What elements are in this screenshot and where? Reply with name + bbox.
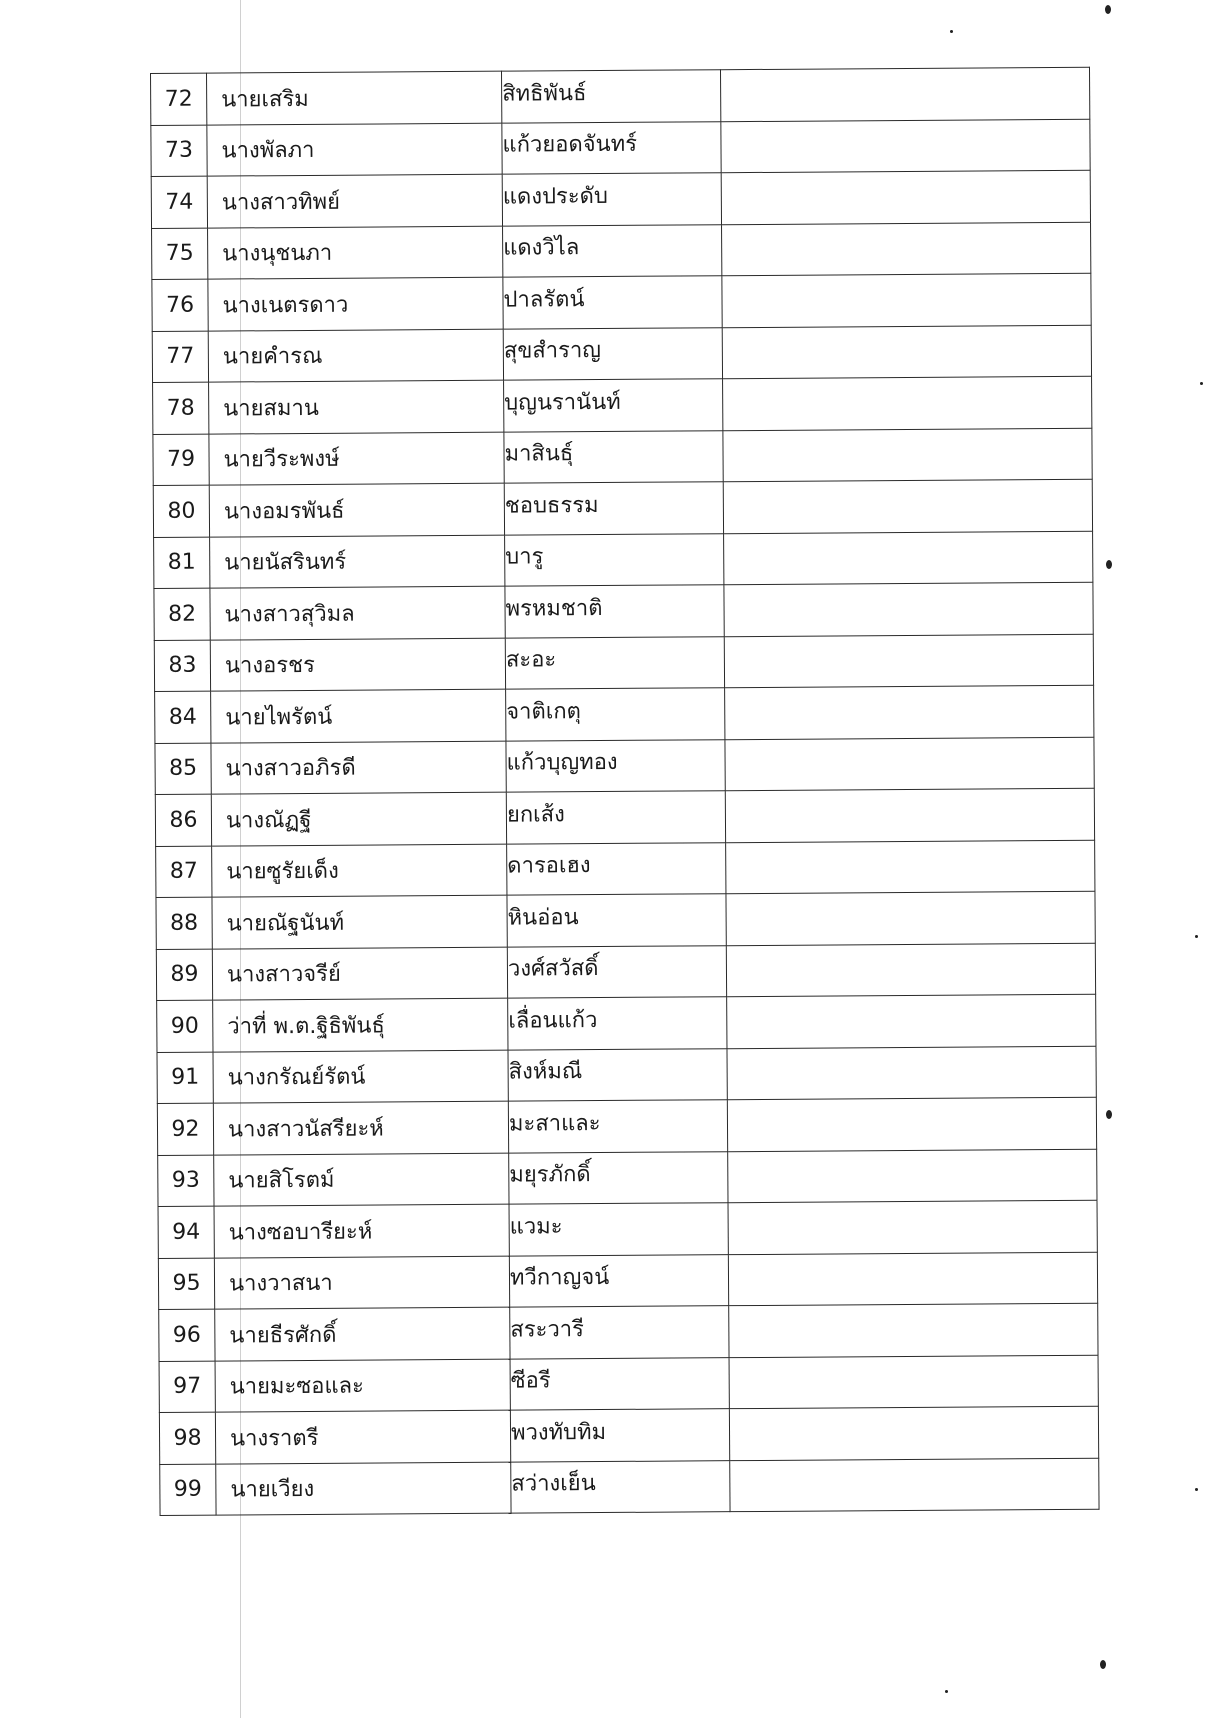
row-number: [152, 331, 208, 383]
last-name: [507, 894, 726, 947]
first-name: [208, 329, 503, 382]
last-name-text: พรหมชาติ: [505, 595, 603, 622]
last-name: [502, 173, 721, 226]
table-row: [152, 325, 1091, 383]
first-name: [214, 1153, 509, 1206]
row-number: [155, 691, 211, 743]
first-name-text: นางสาวจรีย์: [226, 962, 341, 988]
row-number-text: 77: [166, 343, 195, 370]
last-name: [510, 1409, 729, 1462]
first-name-text: นายซูรัยเด็ง: [226, 859, 339, 885]
last-name: [501, 70, 720, 123]
first-name-text: นางอรชร: [224, 653, 315, 679]
table-row: [157, 1046, 1096, 1104]
row-number-text: 79: [166, 446, 196, 473]
row-number-text: 92: [171, 1116, 200, 1142]
last-name-text: สะอะ: [505, 647, 557, 673]
row-number: [158, 1155, 214, 1207]
first-name-text: นางสาวสุวิมล: [224, 601, 355, 628]
blank-cell: [721, 119, 1090, 173]
last-name: [503, 276, 722, 329]
row-number-text: 97: [173, 1373, 202, 1400]
first-name: [209, 483, 504, 536]
first-name: [211, 792, 506, 845]
blank-cell: [723, 479, 1092, 533]
first-name: [215, 1410, 510, 1463]
blank-cell: [724, 582, 1093, 636]
last-name-text: หินอ่อน: [507, 904, 579, 931]
first-name: [209, 432, 504, 485]
table-row: [151, 67, 1090, 125]
last-name: [510, 1357, 729, 1410]
row-number: [151, 176, 207, 228]
row-number-text: 85: [169, 755, 198, 782]
last-name-text: ทวีกาญจน์: [509, 1265, 610, 1291]
blank-cell: [729, 1406, 1098, 1460]
row-number: [159, 1309, 215, 1361]
row-number-text: 78: [166, 395, 195, 421]
first-name: [211, 741, 506, 794]
first-name: [207, 174, 502, 227]
last-name-text: ปาลรัตน์: [503, 286, 585, 313]
last-name-text: แก้วบุญทอง: [506, 750, 618, 776]
first-name: [211, 689, 506, 742]
scan-speck: [1200, 382, 1203, 385]
blank-cell: [725, 788, 1094, 842]
first-name-text: นายวีระพงษ์: [223, 447, 340, 473]
blank-cell: [723, 428, 1092, 482]
table-row: [153, 479, 1092, 537]
row-number-text: 93: [171, 1167, 200, 1194]
row-number: [155, 743, 211, 795]
first-name: [216, 1462, 511, 1515]
last-name-text: แวมะ: [509, 1214, 563, 1240]
first-name-text: นายมะซอและ: [229, 1373, 365, 1400]
first-name-text: นายเสริม: [221, 86, 309, 113]
blank-cell: [720, 67, 1089, 121]
table-row: [155, 685, 1094, 743]
last-name: [508, 1100, 727, 1153]
row-number: [153, 434, 209, 486]
blank-cell: [724, 634, 1093, 688]
scan-speck: [1105, 5, 1111, 14]
row-number: [156, 897, 212, 949]
row-number-text: 81: [167, 549, 196, 576]
first-name: [213, 998, 508, 1051]
table-row: [158, 1200, 1097, 1258]
scan-speck: [1106, 560, 1112, 569]
first-name: [210, 586, 505, 639]
table-row: [153, 376, 1092, 434]
row-number: [154, 640, 210, 692]
last-name-text: บารู: [505, 544, 544, 570]
first-name-text: นางเนตรดาว: [222, 292, 349, 319]
last-name: [503, 224, 722, 277]
row-number-text: 99: [173, 1476, 202, 1503]
last-name: [504, 430, 723, 483]
row-number: [154, 588, 210, 640]
blank-cell: [725, 737, 1094, 791]
blank-cell: [725, 685, 1094, 739]
last-name: [505, 533, 724, 586]
table-row: [154, 531, 1093, 589]
row-number-text: 80: [167, 498, 196, 524]
row-number: [159, 1361, 215, 1413]
last-name-text: สิทธิพันธ์: [502, 80, 587, 107]
table-row: [159, 1406, 1098, 1464]
first-name-text: นายณัฐนันท์: [226, 910, 345, 937]
blank-cell: [723, 376, 1092, 430]
first-name-text: นางอมรพันธ์: [223, 498, 345, 525]
last-name: [502, 121, 721, 174]
first-name-text: นางสาวนัสรียะห์: [227, 1116, 384, 1143]
last-name: [509, 1151, 728, 1204]
row-number-text: 73: [164, 137, 194, 164]
blank-cell: [728, 1149, 1097, 1203]
table-body: [151, 67, 1100, 1515]
last-name: [507, 842, 726, 895]
first-name-text: นายนัสรินทร์: [224, 549, 347, 576]
table-row: [156, 840, 1095, 898]
row-number: [152, 279, 208, 331]
row-number-text: 88: [170, 910, 199, 936]
first-name: [210, 535, 505, 588]
row-number-text: 84: [168, 704, 197, 730]
blank-cell: [722, 273, 1091, 327]
row-number: [158, 1258, 214, 1310]
last-name: [511, 1460, 730, 1513]
scan-speck: [1100, 1660, 1106, 1669]
table-row: [153, 428, 1092, 486]
last-name: [510, 1306, 729, 1359]
scan-speck: [1195, 1488, 1198, 1491]
last-name-text: มาสินธุ์: [504, 441, 574, 467]
blank-cell: [726, 891, 1095, 945]
first-name: [210, 638, 505, 691]
row-number: [156, 949, 212, 1001]
first-name-text: นางนุชนภา: [222, 241, 333, 267]
blank-cell: [729, 1303, 1098, 1357]
last-name: [507, 945, 726, 998]
row-number-text: 91: [171, 1064, 200, 1091]
blank-cell: [726, 840, 1095, 894]
table-row: [158, 1252, 1097, 1310]
row-number: [153, 485, 209, 537]
first-name: [212, 895, 507, 948]
last-name-text: พวงทับทิม: [510, 1419, 607, 1446]
first-name-text: นางกรัณย์รัตน์: [227, 1064, 366, 1091]
first-name: [212, 947, 507, 1000]
row-number-text: 94: [172, 1219, 201, 1245]
first-name: [214, 1256, 509, 1309]
last-name: [508, 1048, 727, 1101]
blank-cell: [727, 1046, 1096, 1100]
row-number: [152, 228, 208, 280]
table-row: [155, 737, 1094, 795]
row-number-text: 95: [172, 1270, 201, 1297]
row-number: [153, 382, 209, 434]
last-name: [504, 482, 723, 535]
last-name: [504, 379, 723, 432]
first-name-text: นางสาวอภิรดี: [225, 755, 356, 782]
last-name-text: บุญนรานันท์: [504, 389, 621, 416]
last-name-text: แก้วยอดจันทร์: [502, 132, 638, 158]
first-name: [213, 1050, 508, 1103]
row-number-text: 74: [165, 189, 194, 215]
last-name-text: แดงประดับ: [502, 183, 608, 210]
table-row: [160, 1458, 1099, 1516]
last-name-text: สิงห์มณี: [508, 1059, 583, 1085]
blank-cell: [730, 1458, 1099, 1512]
first-name: [215, 1307, 510, 1360]
row-number: [157, 1052, 213, 1104]
table-row: [155, 788, 1094, 846]
blank-cell: [722, 325, 1091, 379]
scan-speck: [950, 30, 953, 33]
scan-speck: [1195, 935, 1198, 938]
row-number: [154, 537, 210, 589]
last-name-text: เลื่อนแก้ว: [508, 1007, 598, 1034]
last-name-text: แดงวิไล: [503, 235, 580, 261]
first-name-text: นางราตรี: [229, 1425, 319, 1452]
scan-speck: [1106, 1110, 1112, 1119]
last-name: [506, 739, 725, 792]
row-number: [151, 125, 207, 177]
first-name-text: นางสาวทิพย์: [221, 189, 341, 216]
first-name-text: นางวาสนา: [228, 1271, 333, 1297]
last-name: [505, 585, 724, 638]
last-name-text: จาติเกตุ: [506, 698, 581, 725]
table-row: [156, 943, 1095, 1001]
row-number: [160, 1464, 216, 1516]
table-row: [151, 119, 1090, 177]
row-number-text: 75: [165, 240, 194, 267]
first-name: [208, 277, 503, 330]
table-row: [152, 222, 1091, 280]
table-row: [157, 1097, 1096, 1155]
first-name: [207, 71, 502, 124]
first-name-text: นางซอบารียะห์: [228, 1219, 373, 1246]
first-name-text: นายคำรณ: [222, 344, 323, 370]
last-name-text: มยุรภักดิ์: [509, 1162, 591, 1188]
name-list-table: [150, 67, 1100, 1516]
last-name-text: สระวารี: [510, 1316, 585, 1343]
first-name: [208, 226, 503, 279]
last-name: [508, 997, 727, 1050]
first-name: [215, 1359, 510, 1412]
table-row: [154, 634, 1093, 692]
first-name: [212, 844, 507, 897]
row-number: [156, 846, 212, 898]
first-name-text: นายธีรศักดิ์: [229, 1322, 337, 1349]
row-number-text: 86: [169, 807, 198, 833]
table-row: [152, 273, 1091, 331]
last-name-text: สุขสำราญ: [503, 338, 602, 364]
row-number: [159, 1412, 215, 1464]
first-name-text: นายสิโรตม์: [228, 1168, 335, 1194]
last-name-text: ซีอรี: [510, 1368, 551, 1394]
blank-cell: [729, 1355, 1098, 1409]
last-name-text: ชอบธรรม: [504, 492, 599, 519]
table-row: [156, 891, 1095, 949]
row-number: [157, 1103, 213, 1155]
row-number-text: 89: [170, 961, 199, 988]
row-number: [155, 794, 211, 846]
row-number: [151, 73, 207, 125]
row-number-text: 83: [168, 652, 197, 679]
row-number-text: 96: [172, 1322, 201, 1348]
row-number: [158, 1206, 214, 1258]
last-name: [505, 636, 724, 689]
last-name-text: ยกเส้ง: [506, 802, 565, 828]
row-number-text: 76: [165, 292, 195, 318]
scan-speck: [945, 1690, 948, 1693]
last-name: [509, 1203, 728, 1256]
table-row: [151, 170, 1090, 228]
first-name: [214, 1204, 509, 1257]
row-number: [157, 1000, 213, 1052]
row-number-text: 72: [164, 86, 193, 112]
first-name-text: นายเวียง: [230, 1477, 315, 1503]
row-number-text: 87: [169, 858, 198, 885]
row-number-text: 90: [170, 1013, 199, 1039]
row-number-text: 98: [173, 1425, 202, 1451]
last-name-text: วงศ์สวัสดิ์: [507, 956, 599, 982]
last-name-text: สว่างเย็น: [511, 1471, 596, 1497]
first-name: [207, 123, 502, 176]
table-row: [158, 1149, 1097, 1207]
last-name: [509, 1254, 728, 1307]
table-row: [159, 1355, 1098, 1413]
table-row: [157, 994, 1096, 1052]
blank-cell: [724, 531, 1093, 585]
first-name-text: นางณัฏฐี: [225, 807, 312, 834]
first-name-text: นางพัลภา: [221, 138, 315, 164]
blank-cell: [727, 994, 1096, 1048]
blank-cell: [727, 1097, 1096, 1151]
first-name: [209, 380, 504, 433]
first-name-text: นายไพรัตน์: [225, 704, 333, 731]
table-row: [159, 1303, 1098, 1361]
last-name-text: มะสาและ: [508, 1110, 601, 1137]
first-name-text: นายสมาน: [223, 395, 319, 422]
blank-cell: [721, 170, 1090, 224]
first-name: [213, 1101, 508, 1154]
last-name-text: ดารอเฮง: [507, 853, 591, 879]
blank-cell: [728, 1252, 1097, 1306]
last-name: [503, 327, 722, 380]
blank-cell: [728, 1200, 1097, 1254]
table-row: [154, 582, 1093, 640]
first-name-text: ว่าที่ พ.ต.ฐิธิพันธุ์: [227, 1013, 385, 1040]
last-name: [506, 791, 725, 844]
blank-cell: [722, 222, 1091, 276]
row-number-text: 82: [168, 601, 197, 627]
blank-cell: [726, 943, 1095, 997]
last-name: [506, 688, 725, 741]
